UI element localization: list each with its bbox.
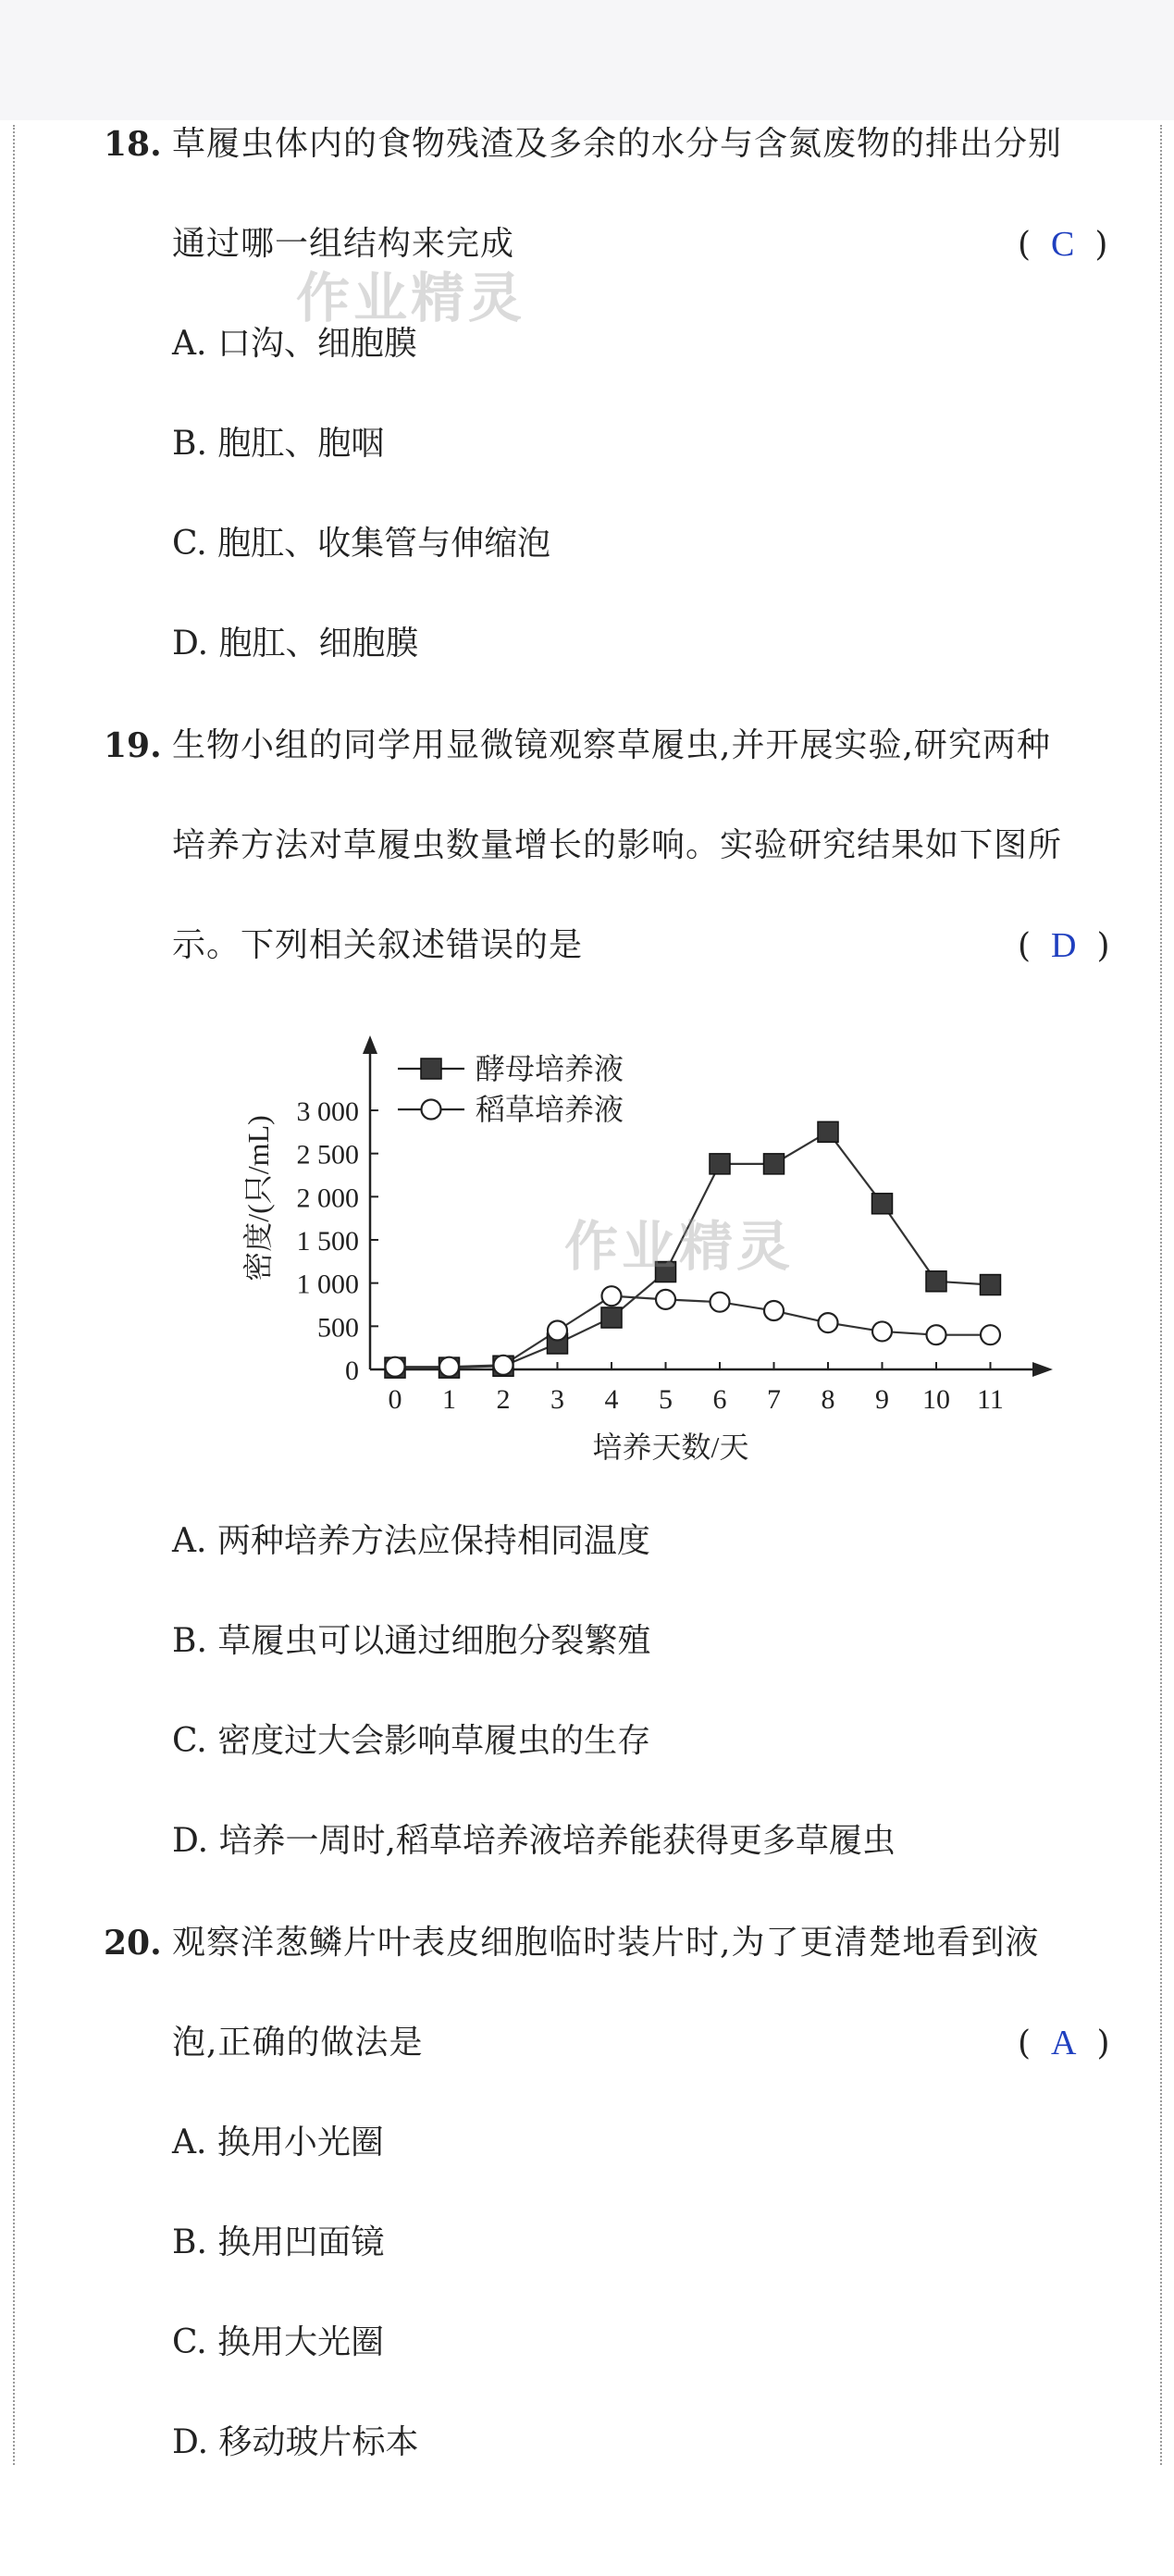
straw-data-point [656, 1290, 675, 1309]
question-19-option-a: A. 两种培养方法应保持相同温度 [172, 1522, 650, 1560]
x-tick-label: 7 [767, 1384, 781, 1415]
answer-letter: A [1051, 2024, 1077, 2062]
question-18-answer: ( C ) [1018, 222, 1107, 267]
question-18-stem-line2: 通过哪一组结构来完成 [172, 225, 515, 263]
straw-data-point [439, 1357, 459, 1377]
question-20-option-d: D. 移动玻片标本 [172, 2423, 419, 2461]
legend-label: 稻草培养液 [476, 1093, 624, 1126]
y-axis-label: 密度/(只/mL) [241, 1115, 275, 1282]
left-dotted-border [13, 125, 15, 2465]
x-tick-label: 3 [550, 1384, 564, 1415]
y-tick-label: 1 500 [296, 1226, 359, 1257]
question-20-option-a: A. 换用小光圈 [172, 2124, 384, 2161]
question-20-stem-line1: 观察洋葱鳞片叶表皮细胞临时装片时,为了更清楚地看到液 [172, 1924, 1040, 1962]
y-tick-label: 1 000 [296, 1269, 359, 1300]
straw-data-point [819, 1313, 838, 1332]
question-18-number: 18. [104, 125, 162, 164]
x-tick-label: 1 [442, 1384, 456, 1415]
y-tick-label: 2 000 [296, 1183, 359, 1214]
question-19-number: 19. [104, 726, 162, 765]
question-19-stem-line2: 培养方法对草履虫数量增长的影响。实验研究结果如下图所 [172, 826, 1063, 864]
series-line-2 [395, 1296, 991, 1368]
question-20-stem-line2: 泡,正确的做法是 [172, 2024, 424, 2062]
yeast-data-point [872, 1194, 893, 1214]
y-tick-label: 0 [345, 1356, 359, 1386]
legend-circle-marker [422, 1100, 441, 1120]
straw-data-point [711, 1293, 730, 1312]
yeast-data-point [818, 1121, 838, 1142]
question-19-option-b: B. 草履虫可以通过细胞分裂繁殖 [172, 1622, 651, 1660]
question-19-stem-line1: 生物小组的同学用显微镜观察草履虫,并开展实验,研究两种 [172, 726, 1051, 764]
yeast-data-point [710, 1154, 730, 1174]
question-20-option-c: C. 换用大光圈 [172, 2323, 385, 2361]
x-tick-label: 4 [604, 1384, 619, 1415]
watermark: 作业精灵 [564, 1215, 795, 1278]
x-tick-label: 5 [659, 1384, 673, 1415]
legend-square-marker [421, 1059, 441, 1079]
answer-letter: C [1051, 225, 1075, 264]
yeast-data-point [926, 1271, 946, 1292]
straw-data-point [764, 1301, 784, 1320]
question-19-option-d: D. 培养一周时,稻草培养液培养能获得更多草履虫 [172, 1822, 896, 1860]
x-tick-label: 6 [712, 1384, 727, 1415]
straw-data-point [602, 1286, 622, 1306]
x-axis-label: 培养天数/天 [592, 1430, 749, 1464]
straw-data-point [494, 1356, 513, 1375]
y-axis-arrow [363, 1035, 377, 1054]
straw-data-point [927, 1325, 946, 1344]
question-18-stem-line1: 草履虫体内的食物残渣及多余的水分与含氮废物的排出分别 [172, 125, 1063, 163]
straw-data-point [548, 1321, 567, 1341]
x-tick-label: 8 [821, 1384, 835, 1415]
question-19-stem-line3: 示。下列相关叙述错误的是 [172, 926, 584, 964]
legend-label: 酵母培养液 [476, 1052, 624, 1085]
question-20-option-b: B. 换用凹面镜 [172, 2223, 385, 2261]
x-tick-label: 10 [922, 1384, 950, 1415]
y-tick-label: 2 500 [296, 1139, 359, 1170]
chart-legend [398, 1052, 624, 1126]
x-tick-label: 9 [875, 1384, 889, 1415]
y-axis-ticks [297, 1096, 379, 1386]
straw-data-point [981, 1325, 1000, 1344]
straw-data-point [872, 1321, 892, 1341]
question-18-option-d: D. 胞肛、细胞膜 [172, 625, 419, 663]
question-20-number: 20. [104, 1924, 162, 1963]
top-margin [0, 0, 1174, 120]
x-axis-arrow [1032, 1362, 1053, 1377]
y-tick-label: 500 [317, 1312, 359, 1344]
yeast-data-point [764, 1154, 785, 1174]
question-19-option-c: C. 密度过大会影响草履虫的生存 [172, 1722, 651, 1760]
question-18-option-b: B. 胞肛、胞咽 [172, 425, 385, 463]
straw-data-point [386, 1357, 405, 1377]
question-18-option-a: A. 口沟、细胞膜 [172, 325, 417, 363]
x-tick-label: 2 [496, 1384, 511, 1415]
watermark: 作业精灵 [296, 266, 526, 329]
x-tick-label: 11 [977, 1384, 1004, 1415]
yeast-data-point [601, 1307, 622, 1328]
question-19-answer: ( D ) [1018, 923, 1110, 969]
yeast-data-point [981, 1275, 1001, 1295]
y-tick-label: 3 000 [296, 1096, 359, 1127]
x-tick-label: 0 [388, 1384, 402, 1415]
question-20-answer: ( A ) [1018, 2021, 1110, 2066]
question-18-option-c: C. 胞肛、收集管与伸缩泡 [172, 525, 551, 563]
answer-letter: D [1051, 926, 1077, 965]
right-dotted-border [1160, 125, 1162, 2465]
